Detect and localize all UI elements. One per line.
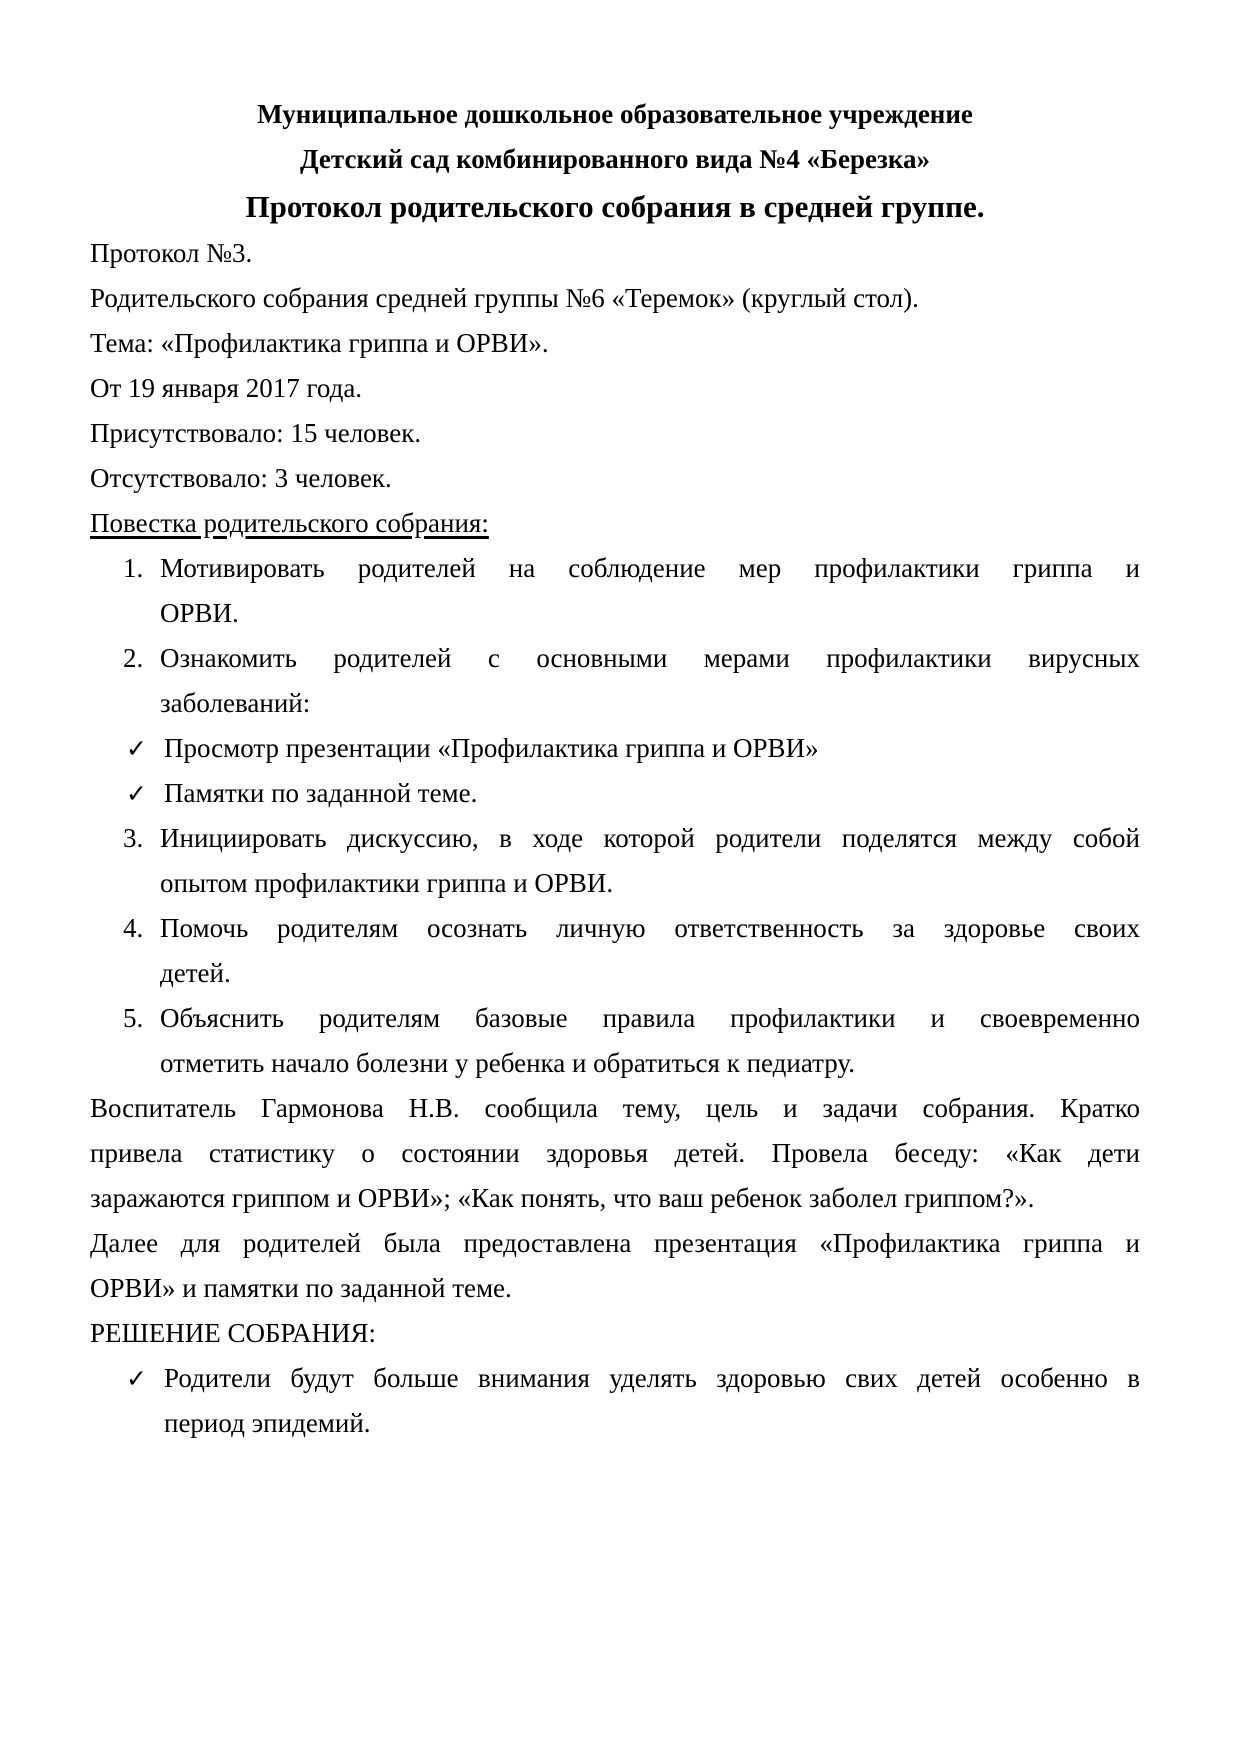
list-number: 3. bbox=[123, 823, 144, 853]
paragraph-line: привела статистику о состоянии здоровья детей. Провела беседу: «Как дети bbox=[90, 1138, 1140, 1168]
document-title-line: Муниципальное дошкольное образовательное учреждение bbox=[257, 99, 973, 129]
agenda-list-item bbox=[90, 546, 1140, 636]
meta-line: Присутствовало: 15 человек. bbox=[90, 418, 422, 448]
list-item-line: Просмотр презентации «Профилактика гриппа и ОРВИ» bbox=[164, 733, 819, 763]
list-item-line: Родители будут больше внимания уделять здоровью свих детей особенно в bbox=[164, 1363, 1140, 1393]
document-content bbox=[90, 92, 1140, 1446]
document-title-line: Детский сад комбинированного вида №4 «Березка» bbox=[300, 144, 930, 174]
meta-line: Родительского собрания средней группы №6 «Теремок» (круглый стол). bbox=[90, 283, 919, 313]
meta-line: Тема: «Профилактика гриппа и ОРВИ». bbox=[90, 328, 549, 358]
list-item-line: ОРВИ. bbox=[160, 598, 239, 628]
checkmark-icon: ✓ bbox=[126, 734, 147, 763]
list-item-line: Памятки по заданной теме. bbox=[164, 778, 478, 808]
body-paragraph bbox=[90, 1086, 1140, 1221]
checkmark-icon: ✓ bbox=[126, 1364, 147, 1393]
meta-line: Протокол №3. bbox=[90, 238, 253, 268]
agenda-list-item bbox=[90, 906, 1140, 996]
list-item-line: Объяснить родителям базовые правила профилактики и своевременно bbox=[160, 1003, 1140, 1033]
list-item-line: Помочь родителям осознать личную ответственность за здоровье своих bbox=[160, 913, 1140, 943]
agenda-list-item bbox=[90, 996, 1140, 1086]
list-number: 1. bbox=[123, 553, 144, 583]
document-title-line: Протокол родительского собрания в средней группе. bbox=[245, 189, 985, 224]
paragraph-line: Воспитатель Гармонова Н.В. сообщила тему, цель и задачи собрания. Кратко bbox=[90, 1093, 1140, 1123]
list-item-line: опытом профилактики гриппа и ОРВИ. bbox=[160, 868, 614, 898]
meta-line: Отсутствовало: 3 человек. bbox=[90, 463, 392, 493]
paragraph-line: Далее для родителей была предоставлена презентация «Профилактика гриппа и bbox=[90, 1228, 1140, 1258]
agenda-list-item bbox=[90, 816, 1140, 906]
meta-line: От 19 января 2017 года. bbox=[90, 373, 363, 403]
list-number: 5. bbox=[123, 1003, 144, 1033]
list-item-line: Мотивировать родителей на соблюдение мер профилактики гриппа и bbox=[160, 553, 1140, 583]
resolution-heading: РЕШЕНИЕ СОБРАНИЯ: bbox=[90, 1318, 377, 1348]
list-item-line: заболеваний: bbox=[160, 688, 311, 718]
paragraph-line: заражаются гриппом и ОРВИ»; «Как понять, что ваш ребенок заболел гриппом?». bbox=[90, 1183, 1035, 1213]
agenda-heading-text: Повестка родительского собрания: bbox=[90, 508, 489, 538]
list-number: 2. bbox=[123, 643, 144, 673]
agenda-list-item bbox=[90, 636, 1140, 726]
list-item-line: Инициировать дискуссию, в ходе которой родители поделятся между собой bbox=[160, 823, 1140, 853]
list-number: 4. bbox=[123, 913, 144, 943]
paragraph-line: ОРВИ» и памятки по заданной теме. bbox=[90, 1273, 512, 1303]
resolution-list-item bbox=[90, 1356, 1140, 1446]
agenda-list-item bbox=[90, 771, 1140, 816]
list-item-line: период эпидемий. bbox=[164, 1408, 371, 1438]
list-item-line: Ознакомить родителей с основными мерами профилактики вирусных bbox=[160, 643, 1140, 673]
list-item-line: отметить начало болезни у ребенка и обратиться к педиатру. bbox=[160, 1048, 855, 1078]
list-item-line: детей. bbox=[160, 958, 231, 988]
body-paragraph bbox=[90, 1221, 1140, 1311]
agenda-heading bbox=[90, 501, 1140, 546]
agenda-list-item bbox=[90, 726, 1140, 771]
checkmark-icon: ✓ bbox=[126, 779, 147, 808]
